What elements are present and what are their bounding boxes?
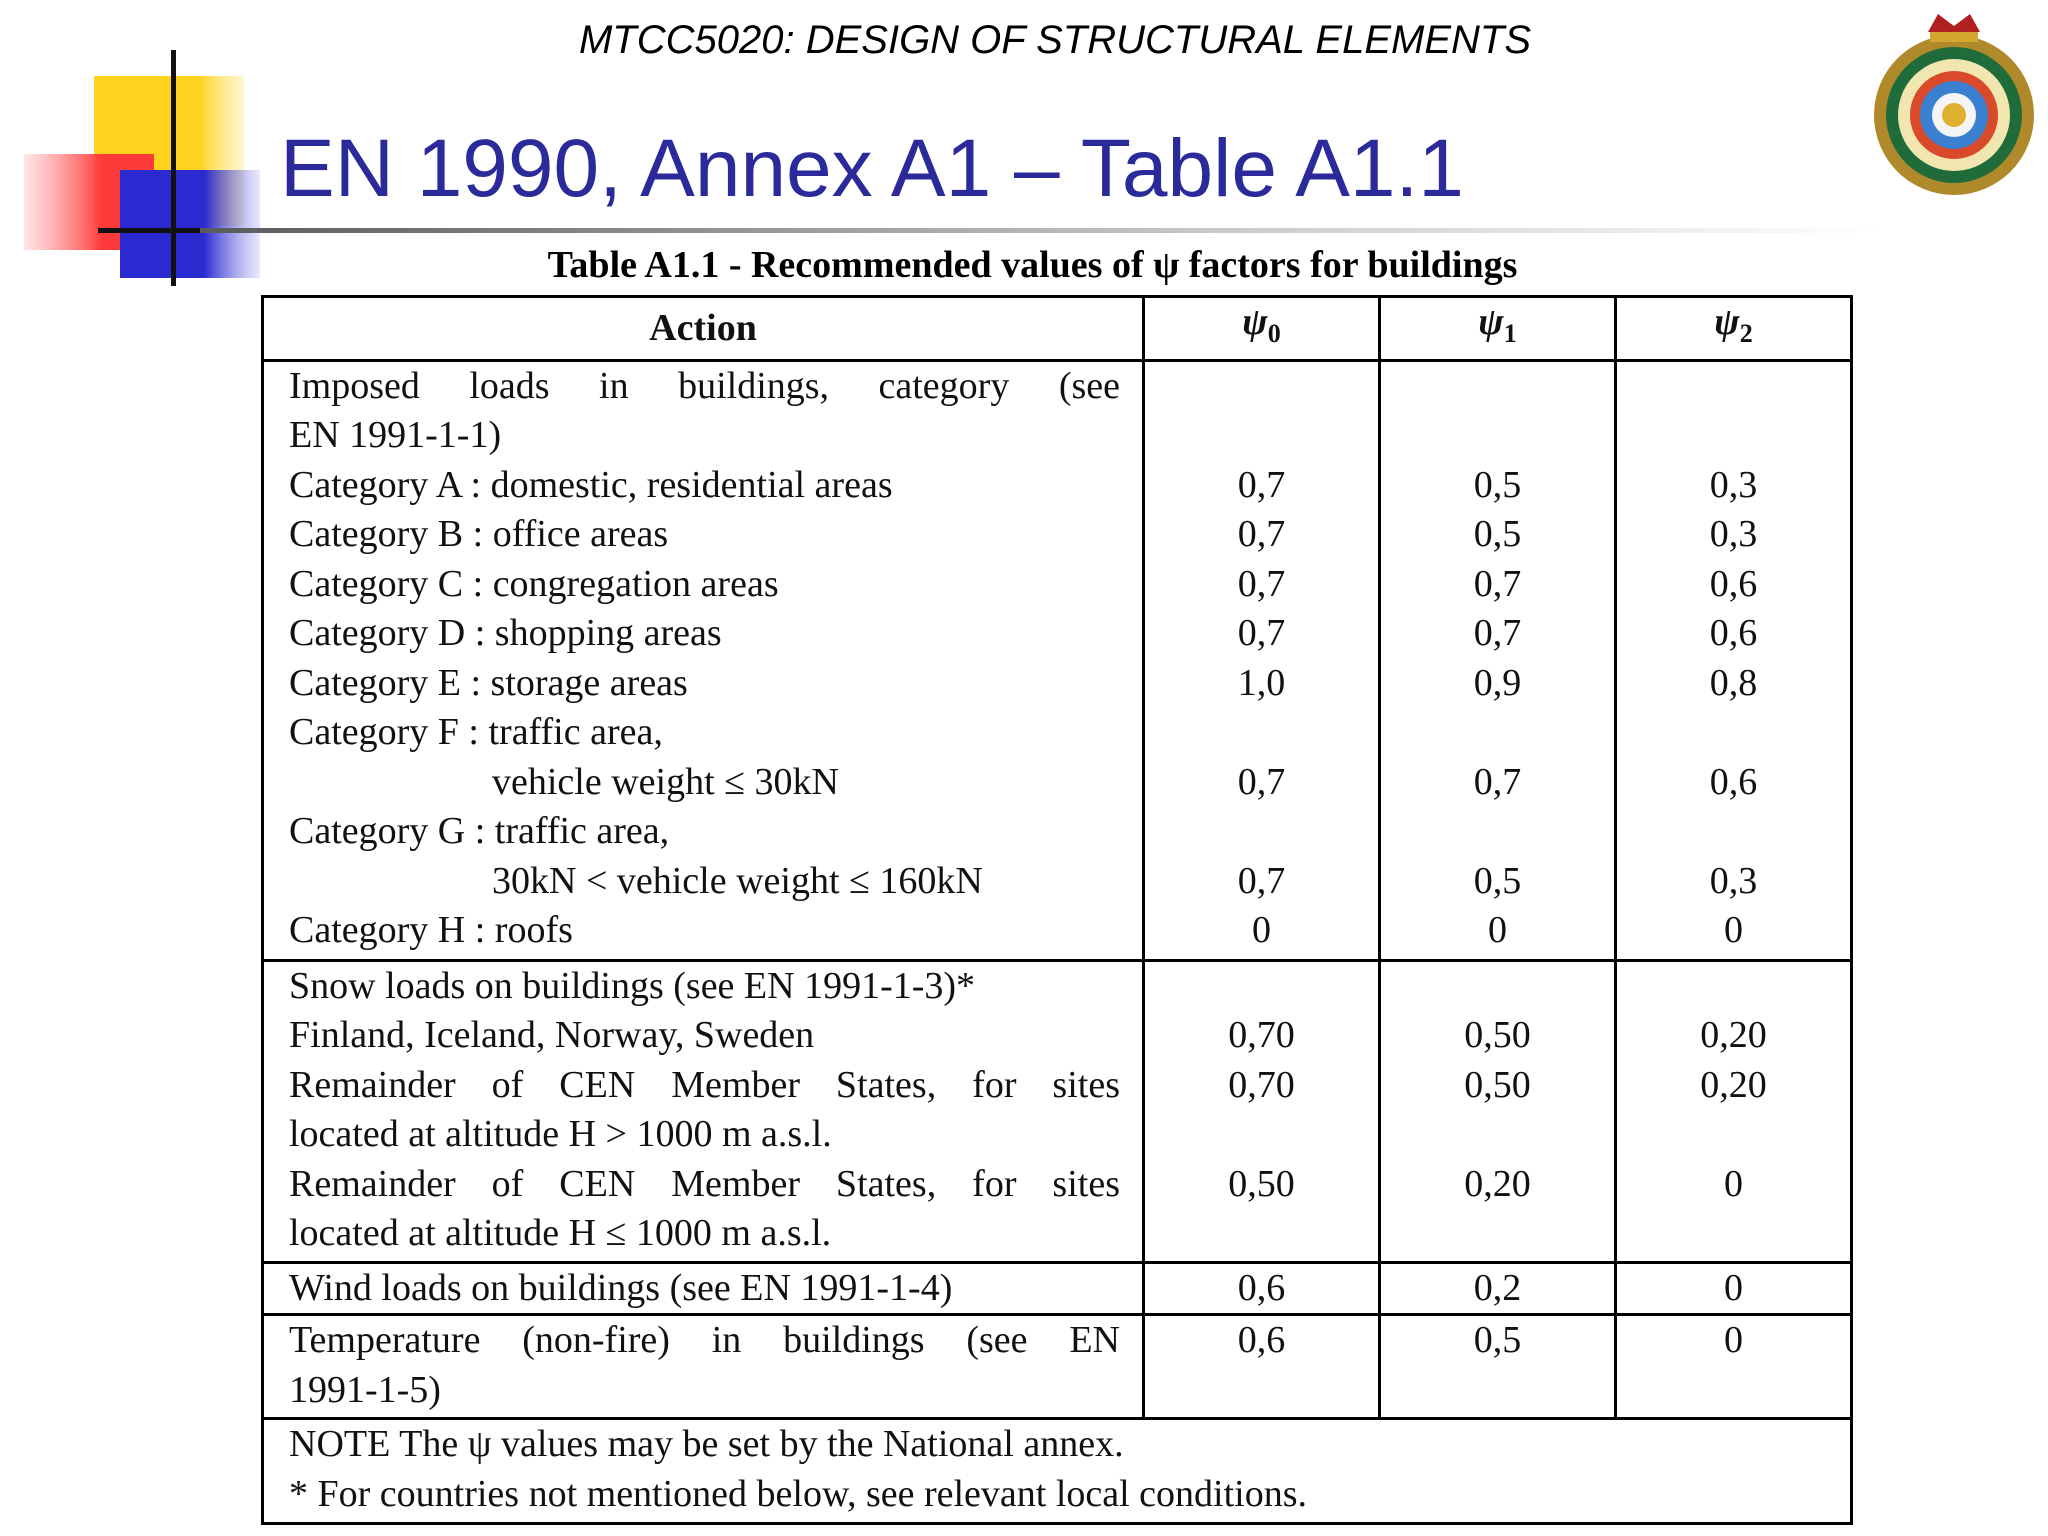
value-cell: 0,7: [1237, 463, 1286, 506]
wind-psi2: [1616, 1262, 1852, 1315]
value-cell: 0,9: [1473, 661, 1522, 704]
value-cell: 0: [1724, 1266, 1743, 1309]
action-line: Remainder of CEN Member States, for sites: [289, 1162, 1120, 1205]
value-cell: 0: [1724, 1319, 1743, 1361]
action-line: 30kN < vehicle weight ≤ 160kN: [492, 859, 983, 902]
notes-row: [263, 1419, 1852, 1524]
imposed-psi1: [1380, 360, 1616, 960]
imposed-psi0: [1144, 360, 1380, 960]
action-line: located at altitude H ≤ 1000 m a.s.l.: [289, 1212, 832, 1254]
value-cell: 0,7: [1473, 612, 1522, 654]
value-cell: 0: [1724, 909, 1743, 951]
value-cell: 0,7: [1237, 760, 1286, 803]
value-cell: 0,50: [1464, 1063, 1531, 1106]
action-line: Finland, Iceland, Norway, Sweden: [289, 1014, 815, 1056]
table-caption: Table A1.1 - Recommended values of ψ factors for buildings: [547, 244, 1518, 286]
value-cell: 0,6: [1709, 612, 1758, 654]
temperature-action: [263, 1315, 1144, 1419]
wind-psi1: [1380, 1262, 1616, 1315]
temperature-psi0: [1144, 1315, 1380, 1419]
value-cell: 0,8: [1709, 661, 1758, 704]
university-seal-logo: [1868, 10, 2040, 200]
header-action: Action: [263, 297, 1144, 361]
wind-loads-action: [263, 1262, 1144, 1315]
wind-loads-row: [263, 1262, 1852, 1315]
snow-psi1: [1380, 960, 1616, 1262]
value-cell: 0,6: [1237, 1266, 1286, 1309]
wind-psi0: [1144, 1262, 1380, 1315]
value-cell: 0,6: [1709, 760, 1758, 803]
action-line: Category G : traffic area,: [289, 810, 670, 852]
value-cell: 0,3: [1709, 859, 1758, 902]
temperature-row: [263, 1315, 1852, 1419]
value-cell: 0,20: [1700, 1063, 1767, 1106]
temperature-psi2: [1616, 1315, 1852, 1419]
value-cell: 0,7: [1473, 562, 1522, 605]
action-line: Category F : traffic area,: [289, 711, 663, 753]
value-cell: 0,7: [1473, 760, 1522, 803]
action-line: Category E : storage areas: [289, 661, 688, 704]
value-cell: 0: [1252, 909, 1271, 951]
value-cell: 0,7: [1237, 859, 1286, 902]
value-cell: 0,2: [1473, 1266, 1522, 1309]
value-cell: 0,7: [1237, 612, 1286, 654]
action-line: EN 1991-1-1): [289, 414, 502, 456]
header-psi2: $\psi_2$: [1616, 297, 1852, 361]
header-psi0: $\psi_0$: [1144, 297, 1380, 361]
note-line: * For countries not mentioned below, see relevant local conditions.: [289, 1472, 1308, 1515]
action-line: Snow loads on buildings (see EN 1991-1-3)*: [289, 964, 976, 1007]
temperature-psi1: [1380, 1315, 1616, 1419]
slide-title: EN 1990, Annex A1 – Table A1.1: [280, 123, 1464, 214]
action-line: vehicle weight ≤ 30kN: [492, 760, 839, 803]
action-line: Category H : roofs: [289, 909, 573, 951]
value-cell: 0: [1724, 1162, 1743, 1205]
action-line: Temperature (non-fire) in buildings (see EN: [289, 1319, 1120, 1361]
action-line: Remainder of CEN Member States, for sites: [289, 1063, 1120, 1106]
value-cell: 0,5: [1473, 1319, 1522, 1361]
slide-decoration: [24, 50, 264, 290]
action-line: Wind loads on buildings (see EN 1991-1-4): [289, 1266, 953, 1309]
value-cell: 0,6: [1237, 1319, 1286, 1361]
psi-factors-table: [261, 295, 1853, 1525]
deco-vertical-line: [171, 50, 176, 286]
deco-blue-square: [120, 170, 260, 278]
imposed-loads-row: [263, 360, 1852, 960]
imposed-psi2: [1616, 360, 1852, 960]
action-line: 1991-1-5): [289, 1368, 441, 1411]
value-cell: 0,5: [1473, 859, 1522, 902]
value-cell: 0,7: [1237, 562, 1286, 605]
action-line: located at altitude H > 1000 m a.s.l.: [289, 1113, 832, 1155]
header-psi1: $\psi_1$: [1380, 297, 1616, 361]
snow-psi2: [1616, 960, 1852, 1262]
action-line: Category D : shopping areas: [289, 612, 722, 654]
table-notes: [263, 1419, 1852, 1524]
table-header-row: [263, 297, 1852, 361]
value-cell: 0,20: [1700, 1014, 1767, 1056]
value-cell: 0,20: [1464, 1162, 1531, 1205]
action-line: Imposed loads in buildings, category (see: [289, 364, 1120, 407]
value-cell: 1,0: [1237, 661, 1286, 704]
value-cell: 0,50: [1228, 1162, 1295, 1205]
value-cell: 0: [1488, 909, 1507, 951]
value-cell: 0,70: [1228, 1063, 1295, 1106]
value-cell: 0,50: [1464, 1014, 1531, 1056]
value-cell: 0,7: [1237, 513, 1286, 555]
action-line: Category C : congregation areas: [289, 562, 779, 605]
course-header: MTCC5020: DESIGN OF STRUCTURAL ELEMENTS: [578, 18, 1532, 62]
snow-loads-action: [263, 960, 1144, 1262]
value-cell: 0,3: [1709, 513, 1758, 555]
value-cell: 0,70: [1228, 1014, 1295, 1056]
imposed-loads-action: [263, 360, 1144, 960]
value-cell: 0,3: [1709, 463, 1758, 506]
action-line: Category B : office areas: [289, 513, 669, 555]
snow-loads-row: [263, 960, 1852, 1262]
value-cell: 0,5: [1473, 463, 1522, 506]
value-cell: 0,5: [1473, 513, 1522, 555]
note-line: NOTE The ψ values may be set by the National annex.: [289, 1423, 1124, 1465]
action-line: Category A : domestic, residential areas: [289, 463, 893, 506]
title-underline: [200, 228, 1880, 233]
value-cell: 0,6: [1709, 562, 1758, 605]
snow-psi0: [1144, 960, 1380, 1262]
